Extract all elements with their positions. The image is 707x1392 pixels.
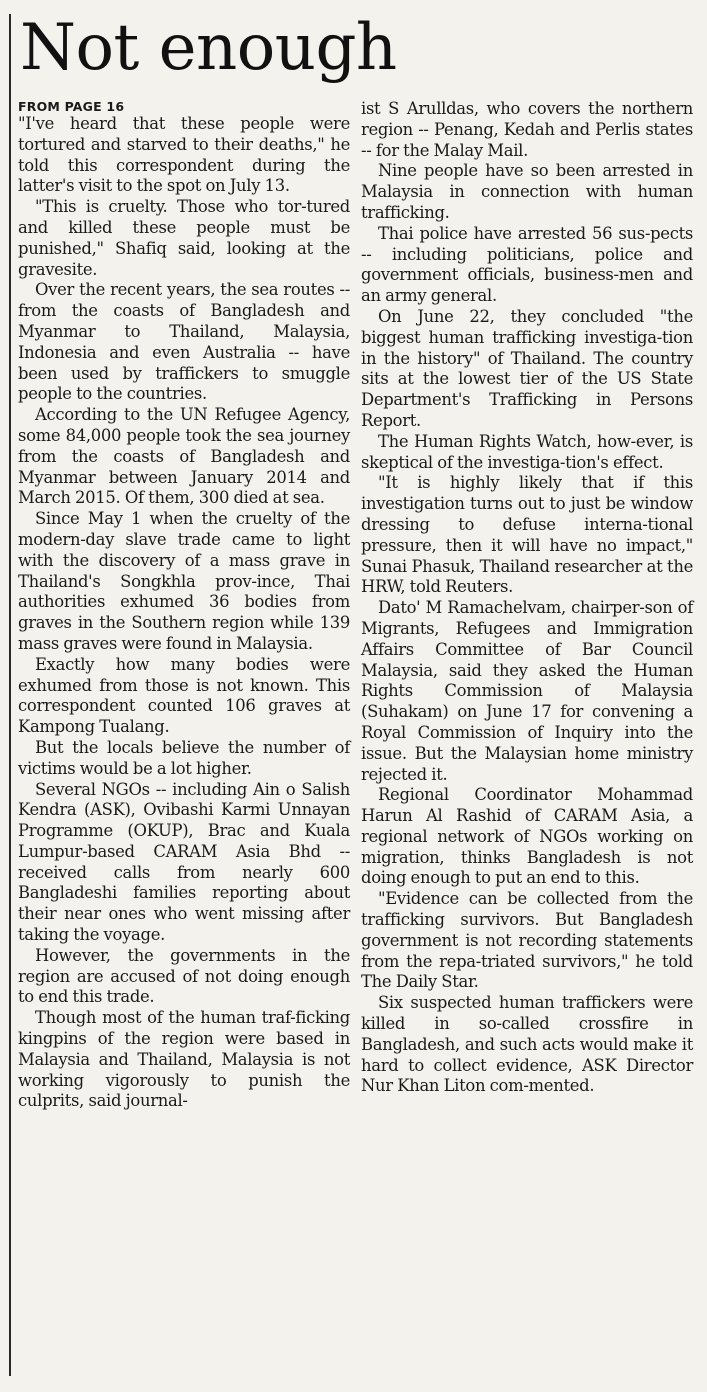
paragraph: Six suspected human traffickers were killed in so-called crossfire in Bangladesh, and such acts would make it hard to collect evidence, ASK Director Nur Khan Liton com-mented. (361, 993, 693, 1096)
right-column (361, 99, 693, 1097)
paragraph: On June 22, they concluded "the biggest human trafficking investiga-tion in the history" of Thailand. The country sits at the lowest tier of the US State Department's Trafficking in Persons Report. (361, 306, 693, 430)
paragraph: Exactly how many bodies were exhumed from those is not known. This correspondent counted 106 graves at Kampong Tualang. (18, 654, 350, 737)
paragraph: Nine people have so been arrested in Malaysia in connection with human trafficking. (361, 161, 693, 222)
paragraph: According to the UN Refugee Agency, some 84,000 people took the sea journey from the coasts of Bangladesh and Myanmar between January 2014 and March 2015. Of them, 300 died at sea. (18, 405, 350, 508)
paragraph: Over the recent years, the sea routes -- from the coasts of Bangladesh and Myanmar to Thailand, Malaysia, Indonesia and even Australia -- have been used by traffickers to smuggle people to the countries. (18, 280, 350, 404)
left-column (18, 99, 350, 1112)
paragraph: Regional Coordinator Mohammad Harun Al Rashid of CARAM Asia, a regional network of NGOs working on migration, thinks Bangladesh is not doing enough to put an end to this. (361, 785, 693, 888)
paragraph: Though most of the human traf-ficking kingpins of the region were based in Malaysia and Thailand, Malaysia is not working vigorously to punish the culprits, said journal- (18, 1008, 350, 1111)
paragraph: ist S Arulldas, who covers the northern region -- Penang, Kedah and Perlis states -- for the Malay Mail. (361, 99, 693, 160)
paragraph: "Evidence can be collected from the trafficking survivors. But Bangladesh government is not recording statements from the repa-triated survivors," he told The Daily Star. (361, 889, 693, 992)
headline: Not enough (20, 11, 397, 85)
paragraph: But the locals believe the number of victims would be a lot higher. (18, 737, 350, 778)
paragraph: "I've heard that these people were tortured and starved to their deaths," he told this correspondent during the latter's visit to the spot on July 13. (18, 114, 350, 196)
paragraph: Dato' M Ramachelvam, chairper-son of Migrants, Refugees and Immigration Affairs Committee of Bar Council Malaysia, said they asked the Human Rights Commission of Malaysia (Suhakam) on June 17 for convening a Royal Commission of Inquiry into the issue. But the Malaysian home ministry rejected it. (361, 598, 693, 784)
paragraph: "This is cruelty. Those who tor-tured and killed these people must be punished," Shafiq said, looking at the gravesite. (18, 197, 350, 279)
paragraph: Thai police have arrested 56 sus-pects -- including politicians, police and government officials, business-men and an army general. (361, 223, 693, 306)
paragraph: Several NGOs -- including Ain o Salish Kendra (ASK), Ovibashi Karmi Unnayan Programme (OKUP), Brac and Kuala Lumpur-based CARAM Asia Bhd -- received calls from nearly 600 Bangladeshi families reporting about their near ones who went missing after taking the voyage. (18, 779, 350, 945)
paragraph: "It is highly likely that if this investigation turns out to just be window dressing to defuse interna-tional pressure, then it will have no impact," Sunai Phasuk, Thailand researcher at the HRW, told Reuters. (361, 473, 693, 597)
column-rule (9, 14, 11, 1376)
paragraph: The Human Rights Watch, how-ever, is skeptical of the investiga-tion's effect. (361, 431, 693, 472)
kicker: FROM PAGE 16 (18, 99, 125, 114)
paragraph: However, the governments in the region are accused of not doing enough to end this trade. (18, 945, 350, 1007)
paragraph: Since May 1 when the cruelty of the modern-day slave trade came to light with the discovery of a mass grave in Thailand's Songkhla prov-ince, Thai authorities exhumed 36 bodies from graves in the Southern region while 139 mass graves were found in Malaysia. (18, 509, 350, 653)
